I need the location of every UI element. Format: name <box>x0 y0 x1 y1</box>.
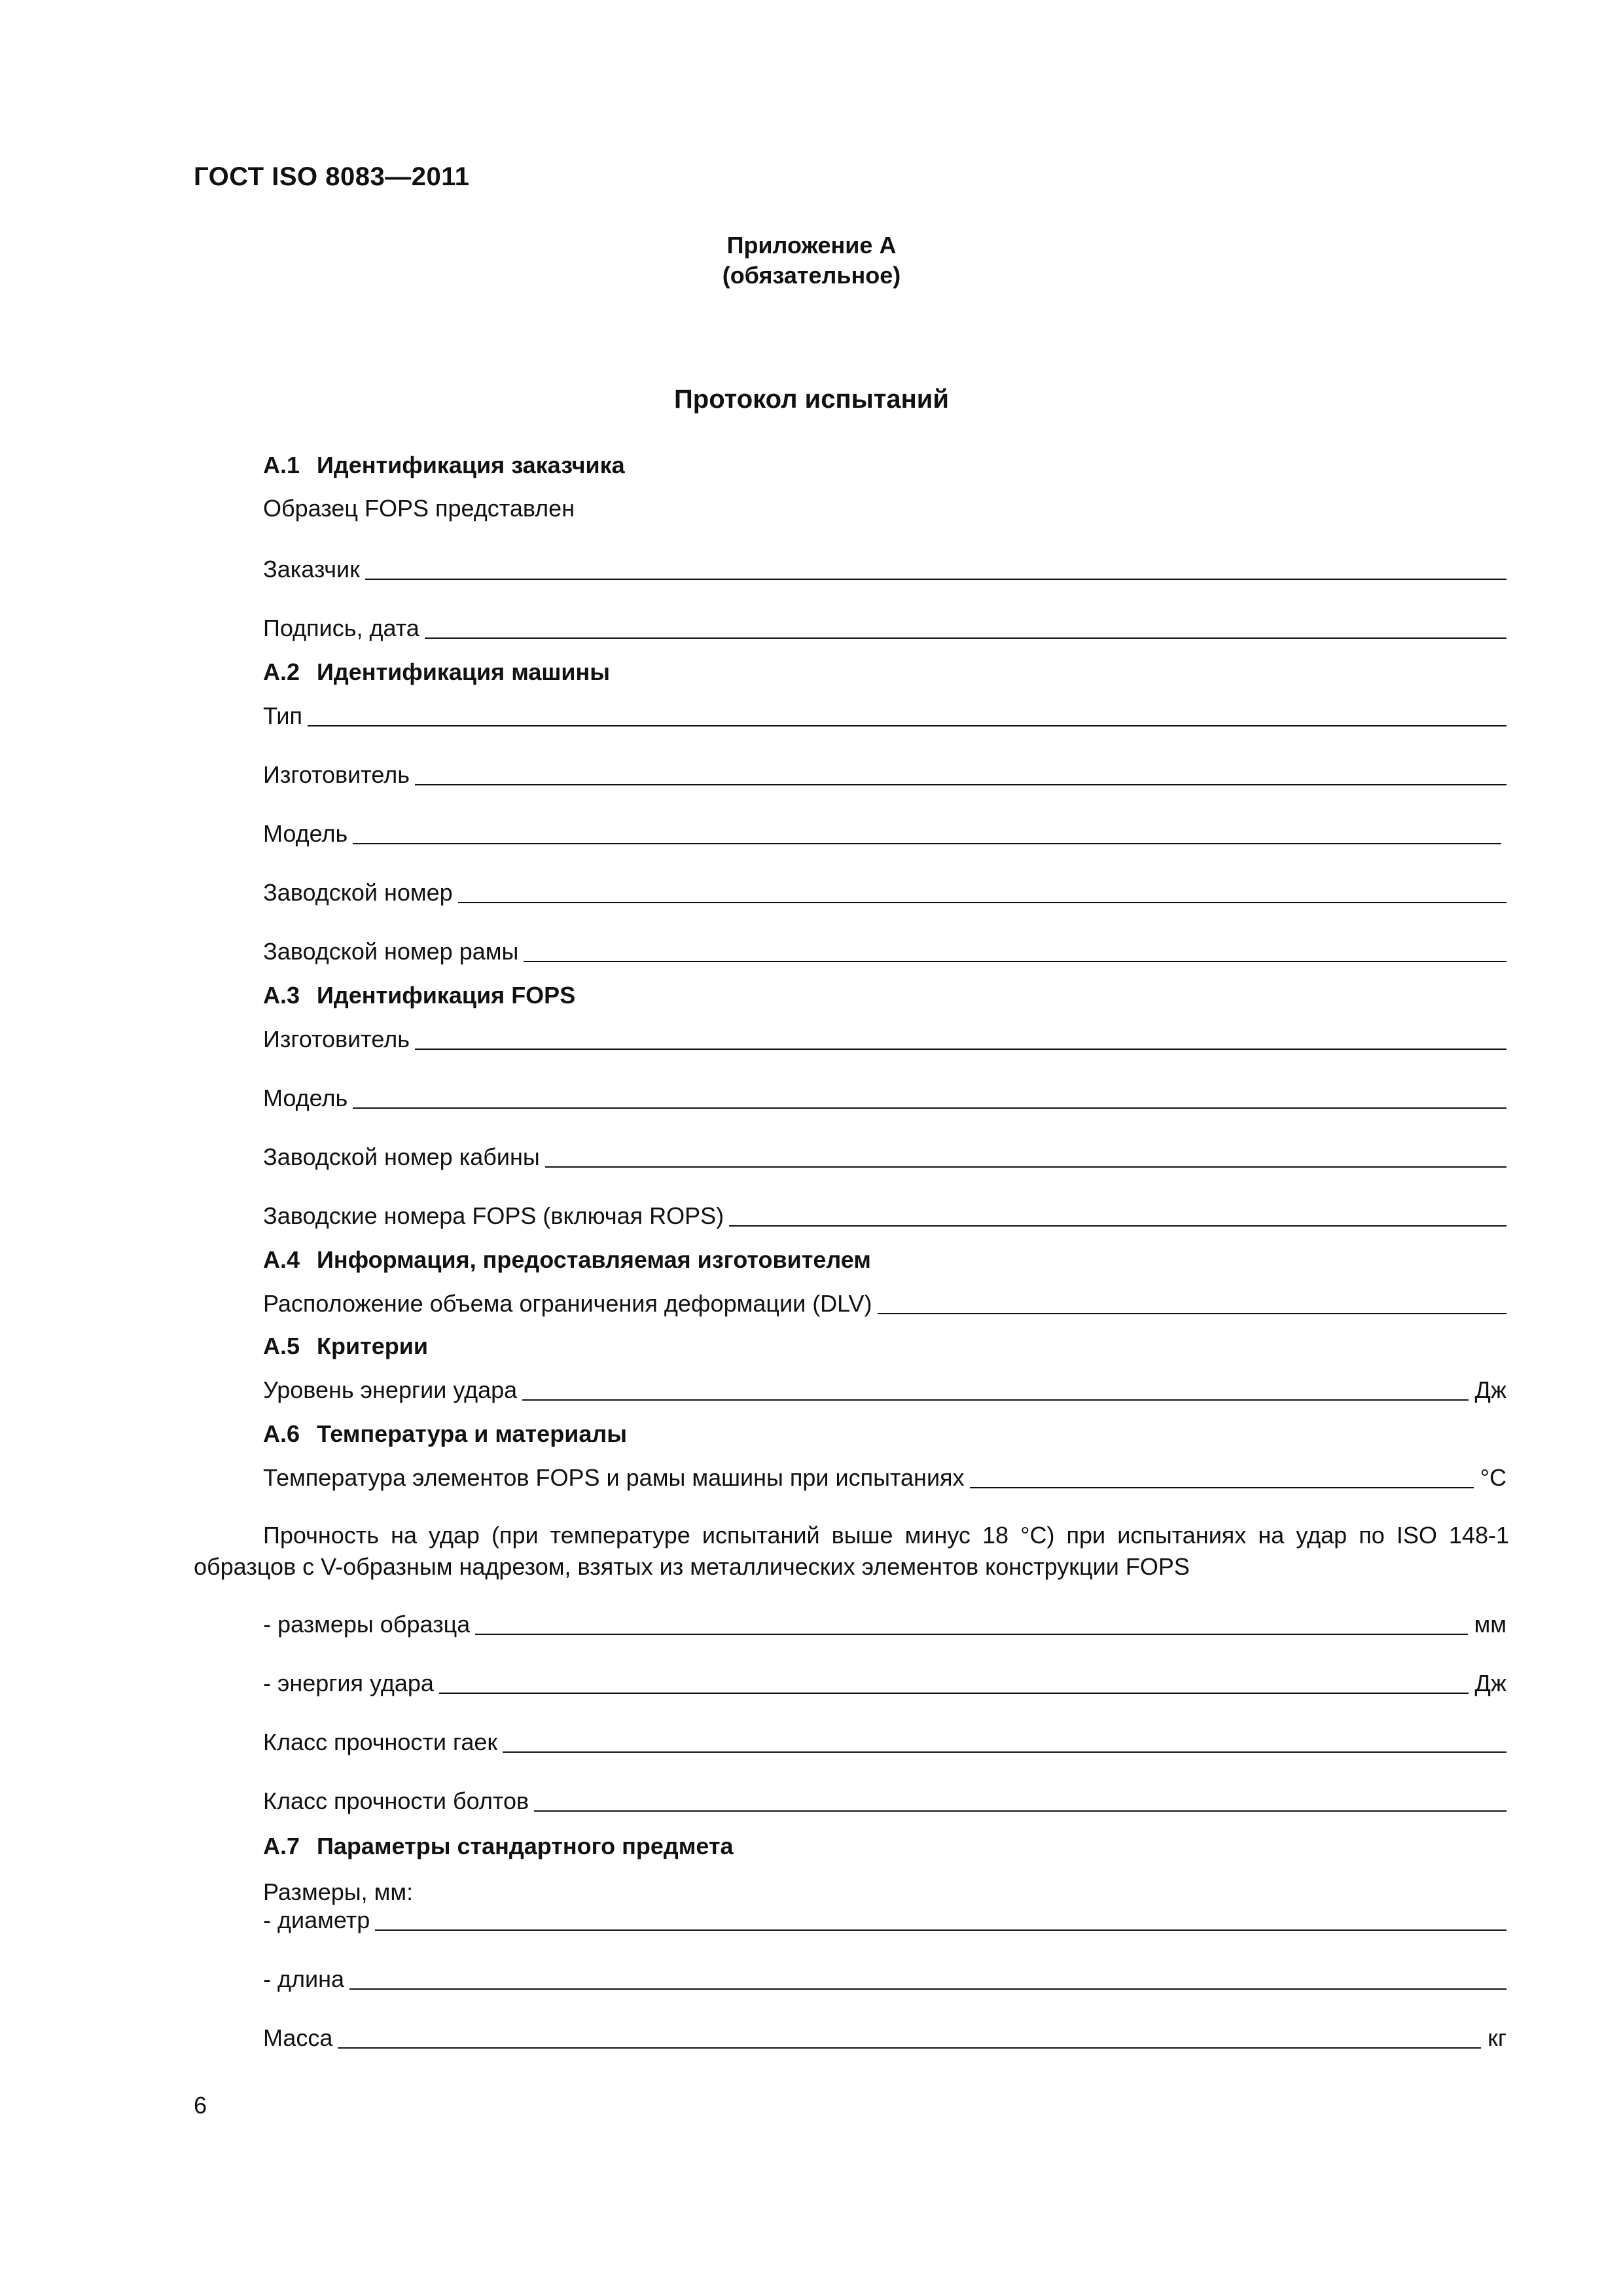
section-a7-heading <box>263 1833 734 1860</box>
fill-line[interactable] <box>522 1380 1468 1401</box>
fops-model-field[interactable] <box>263 1083 1507 1111</box>
cab-serial-field[interactable] <box>263 1141 1507 1170</box>
fill-line[interactable] <box>338 2028 1481 2049</box>
section-a6-heading <box>263 1420 627 1448</box>
section-number: А.4 <box>263 1246 300 1273</box>
impact-energy-field[interactable] <box>263 1668 1507 1696</box>
field-label: Заказчик <box>263 556 360 583</box>
fill-line[interactable] <box>524 941 1507 962</box>
field-label: Подпись, дата <box>263 615 419 641</box>
impact-strength-paragraph <box>194 1520 1509 1583</box>
dlv-location-field[interactable] <box>263 1288 1507 1317</box>
section-title: Идентификация машины <box>317 658 610 685</box>
customer-field[interactable] <box>263 554 1507 583</box>
diameter-field[interactable] <box>263 1905 1507 1933</box>
fill-line[interactable] <box>439 1673 1469 1694</box>
section-title: Критерии <box>317 1333 428 1359</box>
unit-label: Дж <box>1474 1670 1507 1696</box>
field-label: Класс прочности болтов <box>263 1787 529 1814</box>
frame-serial-field[interactable] <box>263 936 1507 965</box>
machine-manufacturer-field[interactable] <box>263 759 1507 788</box>
fill-line[interactable] <box>353 823 1501 844</box>
fill-line[interactable] <box>425 618 1507 639</box>
unit-label: мм <box>1474 1611 1507 1638</box>
section-number: А.2 <box>263 658 300 685</box>
fill-line[interactable] <box>458 882 1507 903</box>
section-a5-heading <box>263 1333 428 1360</box>
sample-size-field[interactable] <box>263 1609 1507 1638</box>
test-temperature-field[interactable] <box>263 1462 1507 1491</box>
section-number: А.3 <box>263 982 300 1009</box>
field-label: Уровень энергии удара <box>263 1376 518 1403</box>
section-title: Идентификация FOPS <box>317 982 576 1009</box>
field-label: - энергия удара <box>263 1670 434 1696</box>
field-label: Модель <box>263 820 348 847</box>
fops-submitted-label: Образец FOPS представлен <box>263 495 575 522</box>
field-label: - диаметр <box>263 1907 370 1933</box>
dimensions-label: Размеры, мм: <box>263 1878 414 1905</box>
fill-line[interactable] <box>308 706 1507 726</box>
annex-heading <box>0 230 1623 291</box>
paragraph-line: образцов с V-образным надрезом, взятых из металлических элементов конструкции FOPS <box>194 1553 1190 1580</box>
section-title: Параметры стандартного предмета <box>317 1833 734 1859</box>
field-label: Расположение объема ограничения деформации (DLV) <box>263 1290 872 1317</box>
unit-label: °С <box>1480 1464 1507 1491</box>
field-label: - длина <box>263 1965 345 1992</box>
unit-label: Дж <box>1474 1376 1507 1403</box>
nut-class-field[interactable] <box>263 1727 1507 1755</box>
field-label: Модель <box>263 1085 348 1111</box>
fill-line[interactable] <box>415 1029 1507 1050</box>
section-title: Информация, предоставляемая изготовителем <box>317 1246 871 1273</box>
field-label: - размеры образца <box>263 1611 471 1638</box>
page-number: 6 <box>194 2092 207 2119</box>
fill-line[interactable] <box>365 559 1507 580</box>
field-label: Изготовитель <box>263 761 410 788</box>
section-number: А.5 <box>263 1333 300 1359</box>
section-a2-heading <box>263 658 610 686</box>
section-title: Идентификация заказчика <box>317 452 625 478</box>
page-title: Протокол испытаний <box>674 385 949 414</box>
field-label: Заводской номер <box>263 879 453 906</box>
section-number: А.7 <box>263 1833 300 1859</box>
document-header: ГОСТ ISO 8083—2011 <box>194 162 470 191</box>
annex-status: (обязательное) <box>722 262 901 289</box>
fill-line[interactable] <box>729 1206 1507 1227</box>
machine-serial-field[interactable] <box>263 877 1507 906</box>
field-label: Тип <box>263 702 303 729</box>
field-label: Заводской номер рамы <box>263 938 519 965</box>
field-label: Заводской номер кабины <box>263 1143 540 1170</box>
section-title: Температура и материалы <box>317 1420 627 1447</box>
field-label: Температура элементов FOPS и рамы машины при испытаниях <box>263 1464 965 1491</box>
fops-serials-field[interactable] <box>263 1200 1507 1229</box>
impact-energy-level-field[interactable] <box>263 1374 1507 1403</box>
mass-field[interactable] <box>263 2022 1507 2051</box>
field-label: Масса <box>263 2024 333 2051</box>
section-a4-heading <box>263 1246 871 1274</box>
signature-date-field[interactable] <box>263 613 1507 641</box>
paragraph-line: Прочность на удар (при температуре испытаний выше минус 18 °С) при испытаниях на удар по ISO 148-1 <box>263 1522 1509 1549</box>
section-a3-heading <box>263 982 575 1009</box>
fops-manufacturer-field[interactable] <box>263 1024 1507 1052</box>
fill-line[interactable] <box>353 1088 1507 1109</box>
bolt-class-field[interactable] <box>263 1785 1507 1814</box>
fill-line[interactable] <box>349 1969 1507 1990</box>
fill-line[interactable] <box>534 1791 1507 1812</box>
machine-type-field[interactable] <box>263 700 1507 729</box>
fill-line[interactable] <box>878 1293 1507 1314</box>
fill-line[interactable] <box>475 1614 1467 1635</box>
fill-line[interactable] <box>415 764 1507 785</box>
section-number: А.1 <box>263 452 300 478</box>
field-label: Изготовитель <box>263 1026 410 1052</box>
annex-title: Приложение А <box>726 232 897 259</box>
fill-line[interactable] <box>503 1732 1507 1753</box>
section-a1-heading <box>263 452 625 479</box>
field-label: Класс прочности гаек <box>263 1729 498 1755</box>
fill-line[interactable] <box>375 1910 1507 1931</box>
unit-label: кг <box>1488 2024 1507 2051</box>
machine-model-field[interactable] <box>263 818 1501 847</box>
field-label: Заводские номера FOPS (включая ROPS) <box>263 1202 724 1229</box>
fill-line[interactable] <box>970 1467 1474 1488</box>
section-number: А.6 <box>263 1420 300 1447</box>
fill-line[interactable] <box>545 1147 1507 1168</box>
length-field[interactable] <box>263 1964 1507 1992</box>
